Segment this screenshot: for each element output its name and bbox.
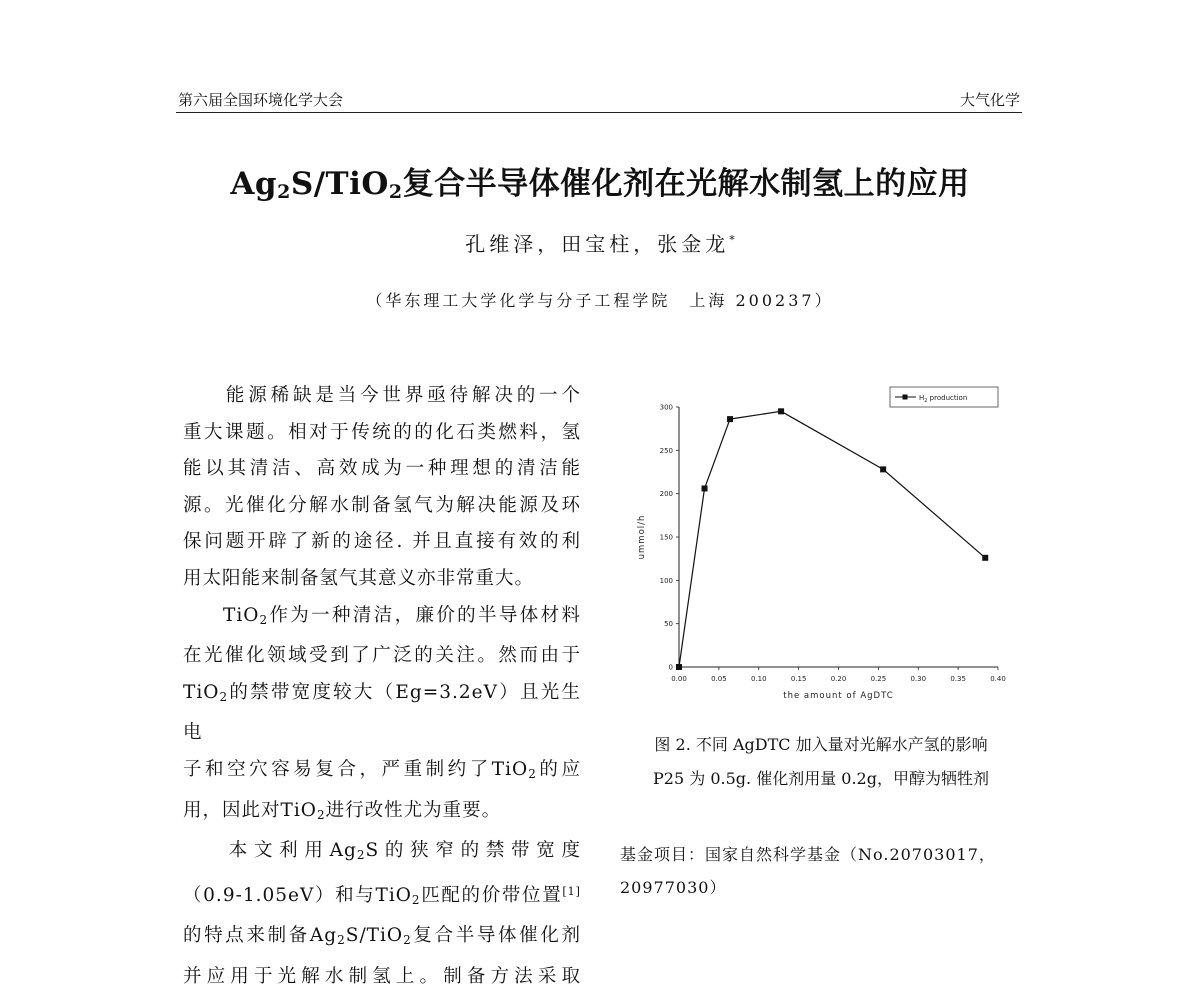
legend-subscript: 2 bbox=[924, 398, 928, 404]
paragraph bbox=[183, 638, 581, 675]
chart-legend bbox=[890, 387, 998, 407]
paragraph bbox=[183, 488, 581, 525]
title-subscript: 2 bbox=[277, 181, 291, 203]
h2-production-chart bbox=[628, 385, 1008, 705]
paragraph bbox=[183, 598, 581, 639]
subscript: 2 bbox=[219, 689, 229, 704]
conference-name: 第六届全国环境化学大会 bbox=[178, 91, 344, 109]
legend-text: production bbox=[927, 394, 968, 402]
data-point bbox=[727, 416, 733, 422]
subscript: 2 bbox=[403, 933, 412, 948]
chart-series bbox=[676, 408, 988, 670]
title-subscript: 2 bbox=[388, 181, 403, 203]
text-line: （0.9-1.05eV）和与TiO bbox=[183, 884, 412, 906]
text-line: 本文利用Ag bbox=[223, 840, 357, 862]
paragraph bbox=[183, 524, 581, 561]
paragraph bbox=[183, 378, 581, 415]
paragraph bbox=[183, 752, 581, 793]
text-line: 的应 bbox=[536, 758, 581, 780]
text-line: 复合半导体催化剂 bbox=[411, 925, 581, 947]
x-tick-label: 0.30 bbox=[910, 675, 927, 683]
paper-title bbox=[0, 158, 1200, 203]
x-tick-label: 0.00 bbox=[671, 675, 687, 683]
x-tick-label: 0.40 bbox=[990, 675, 1006, 683]
data-point bbox=[982, 555, 988, 561]
y-tick-label: 200 bbox=[659, 490, 673, 499]
x-tick-label: 0.20 bbox=[830, 675, 847, 683]
text-line: 的禁带宽度较大（Eg=3.2eV）且光生电 bbox=[183, 681, 581, 744]
text-line: TiO bbox=[223, 604, 260, 626]
legend-text: H bbox=[919, 394, 925, 402]
y-tick-label: 100 bbox=[659, 576, 673, 585]
text-line: 进行改性尤为重要。 bbox=[325, 799, 502, 821]
figure-caption: 图 2. 不同 AgDTC 加入量对光解水产氢的影响 bbox=[654, 735, 988, 754]
data-point bbox=[778, 408, 784, 414]
x-axis-label: the amount of AgDTC bbox=[783, 691, 894, 701]
subscript: 2 bbox=[411, 892, 421, 907]
funding-line: 20977030） bbox=[620, 878, 727, 897]
text-line: 能源稀缺是当今世界亟待解决的一个 bbox=[223, 385, 581, 406]
legend-marker bbox=[903, 395, 908, 400]
paragraph bbox=[183, 833, 581, 874]
paragraph bbox=[183, 451, 581, 488]
author-names: 孔维泽，田宝柱，张金龙 bbox=[465, 232, 730, 256]
series-line bbox=[679, 411, 985, 667]
data-point bbox=[880, 466, 886, 472]
x-tick-label: 0.35 bbox=[950, 675, 966, 683]
text-line: TiO bbox=[183, 681, 220, 703]
subscript: 2 bbox=[528, 766, 537, 781]
text-line: 子和空穴容易复合，严重制约了TiO bbox=[183, 758, 529, 780]
text-line: 的特点来制备Ag bbox=[183, 925, 338, 947]
subscript: 2 bbox=[316, 807, 326, 822]
subscript: 2 bbox=[356, 848, 366, 863]
text-line: 保问题开辟了新的途径. 并且直接有效的利 bbox=[183, 531, 581, 553]
running-header bbox=[176, 86, 1022, 113]
figure-caption-note: P25 为 0.5g. 催化剂用量 0.2g，甲醇为牺牲剂 bbox=[653, 769, 989, 788]
x-tick-label: 0.10 bbox=[750, 675, 767, 683]
section-name: 大气化学 bbox=[959, 91, 1020, 109]
y-axis-label: ummol/h bbox=[637, 514, 647, 560]
subscript: 2 bbox=[337, 933, 346, 948]
paragraph bbox=[183, 675, 581, 752]
text-line: S/TiO bbox=[345, 925, 404, 947]
y-tick-label: 300 bbox=[659, 403, 673, 412]
chart-axes bbox=[637, 404, 1006, 702]
funding-note bbox=[620, 838, 1020, 904]
subscript: 2 bbox=[259, 612, 269, 627]
y-tick-label: 0 bbox=[668, 663, 673, 672]
body-text bbox=[183, 378, 581, 996]
y-tick-label: 150 bbox=[659, 533, 673, 542]
paragraph bbox=[183, 415, 581, 452]
paragraph bbox=[183, 959, 581, 996]
text-line: 用，因此对TiO bbox=[183, 799, 317, 821]
data-point bbox=[676, 664, 682, 670]
title-text: S/TiO bbox=[290, 166, 389, 202]
y-tick-label: 250 bbox=[659, 446, 673, 455]
text-line: 能以其清洁、高效成为一种理想的清洁能 bbox=[183, 458, 581, 480]
paragraph bbox=[183, 874, 581, 919]
funding-line: 基金项目：国家自然科学基金（No.20703017， bbox=[620, 845, 996, 864]
citation-ref: [1] bbox=[562, 884, 581, 898]
paragraph bbox=[183, 918, 581, 959]
x-tick-label: 0.25 bbox=[870, 675, 887, 683]
text-line: 重大课题。相对于传统的的化石类燃料，氢 bbox=[183, 421, 581, 443]
author-list bbox=[0, 228, 1200, 257]
figure-2 bbox=[628, 385, 1008, 705]
x-tick-label: 0.05 bbox=[711, 675, 727, 683]
corresponding-mark: * bbox=[729, 233, 735, 247]
paragraph bbox=[183, 561, 581, 598]
text-line: 用太阳能来制备氢气其意义亦非常重大。 bbox=[183, 567, 535, 589]
x-tick-label: 0.15 bbox=[790, 675, 807, 683]
paragraph bbox=[183, 793, 581, 834]
title-text: Ag bbox=[230, 166, 278, 202]
affiliation: （华东理工大学化学与分子工程学院 上海 200237） bbox=[366, 291, 834, 310]
text-line: 匹配的价带位置 bbox=[420, 884, 563, 906]
text-line: 作为一种清洁，廉价的半导体材料 bbox=[268, 604, 581, 626]
y-tick-label: 50 bbox=[664, 620, 673, 629]
data-point bbox=[702, 485, 708, 491]
title-text: 复合半导体催化剂在光解水制氢上的应用 bbox=[402, 166, 970, 202]
text-line: S的狭窄的禁带宽度 bbox=[365, 840, 582, 862]
text-line: 源。光催化分解水制备氢气为解决能源及环 bbox=[183, 494, 581, 516]
text-line: 在光催化领域受到了广泛的关注。然而由于 bbox=[183, 645, 581, 667]
text-line: 并应用于光解水制氢上。制备方法采取 bbox=[183, 965, 581, 987]
